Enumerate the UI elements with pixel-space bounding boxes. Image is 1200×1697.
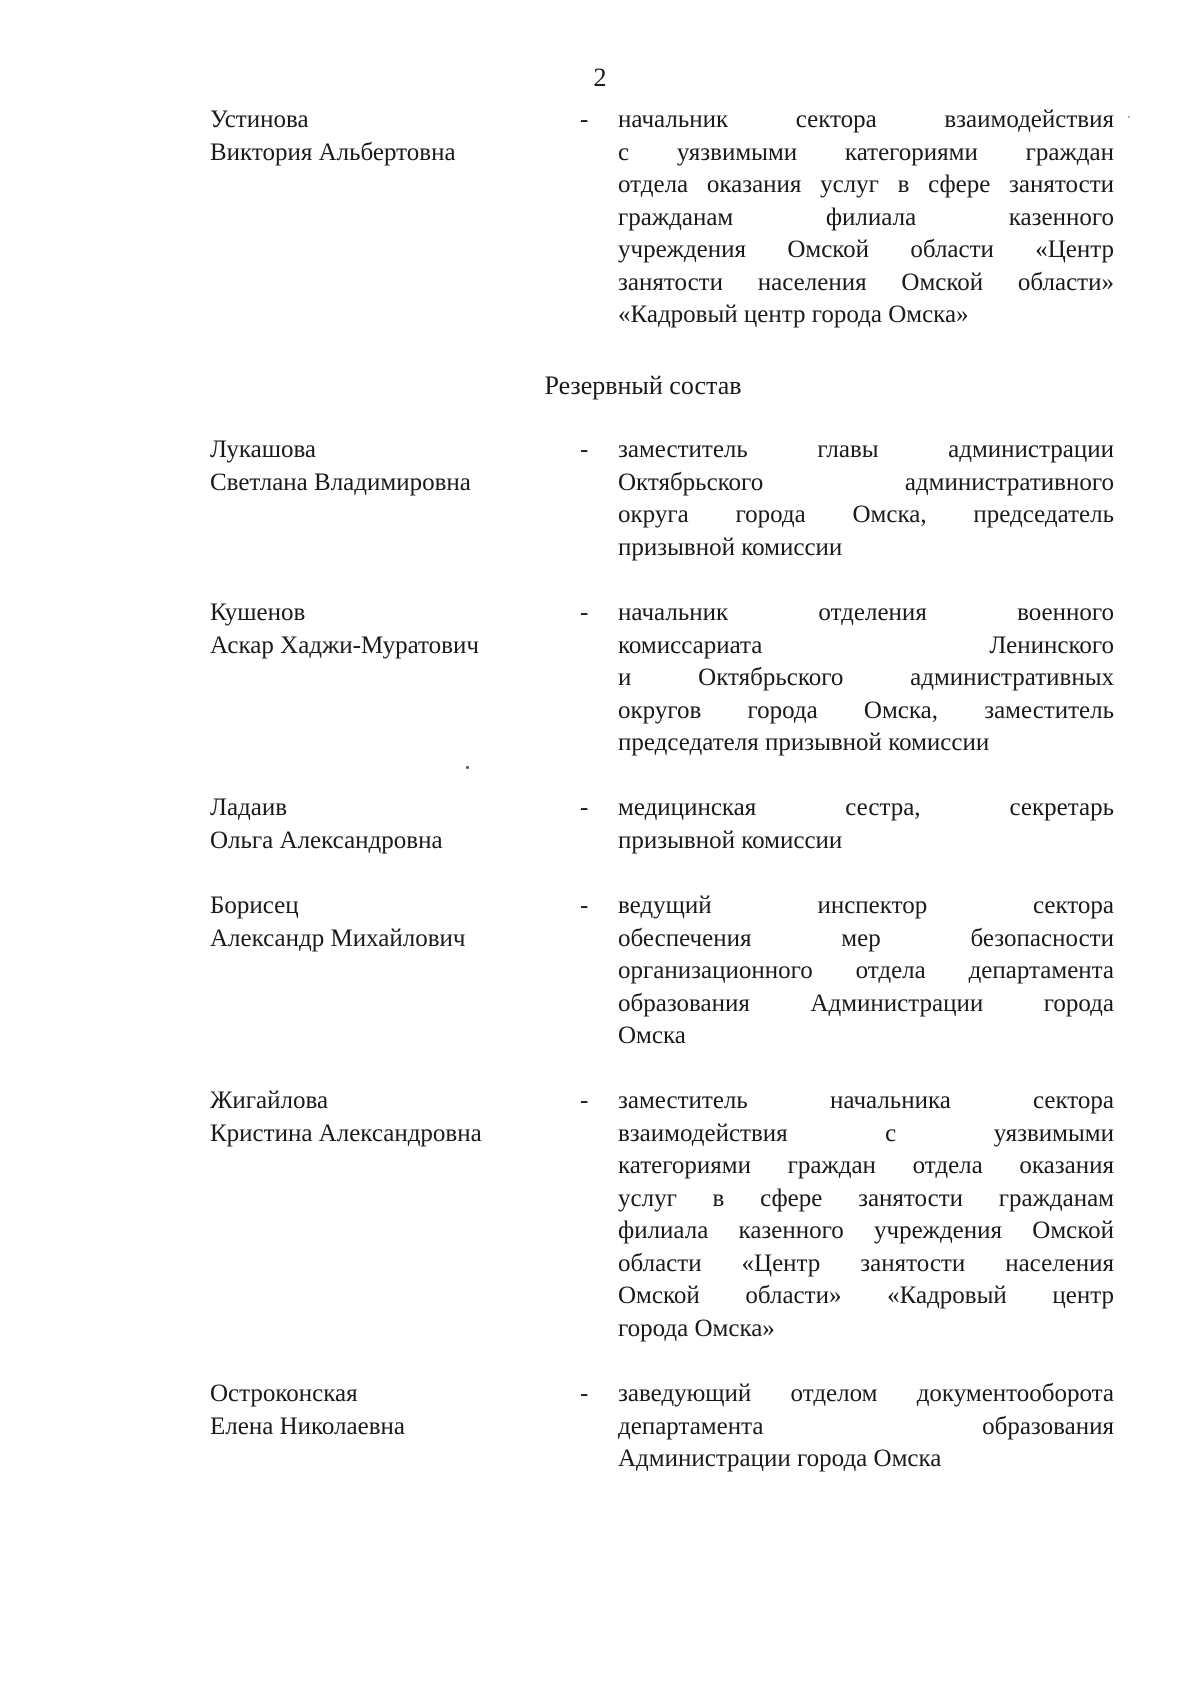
role-line: взаимодействия с уязвимыми: [618, 1119, 1114, 1147]
member-surname: Остроконская: [210, 1380, 358, 1407]
role-line: занятости населения Омской области»: [618, 268, 1114, 296]
member-name: [210, 1085, 550, 1150]
role-line: округа города Омска, председатель: [618, 501, 1114, 528]
member-given-name: Ольга Александровна: [210, 826, 443, 854]
role-line: категориями граждан отдела оказания: [618, 1152, 1114, 1179]
member-given-name: Светлана Владимировна: [210, 468, 471, 496]
role-line: гражданам филиала казенного: [618, 203, 1114, 231]
role-line: услуг в сфере занятости гражданам: [618, 1184, 1114, 1212]
dash-separator: -: [580, 892, 589, 919]
member-surname: Кушенов: [210, 599, 306, 626]
member-given-name: Елена Николаевна: [210, 1412, 405, 1440]
role-line: начальник сектора взаимодействия: [618, 106, 1114, 133]
page-number: 2: [593, 63, 607, 92]
role-line: медицинская сестра, секретарь: [618, 794, 1114, 821]
role-line: ведущий инспектор сектора: [618, 892, 1114, 919]
role-line: Октябрьского административного: [618, 468, 1114, 496]
role-line: обеспечения мер безопасности: [618, 924, 1114, 952]
dash-separator: -: [580, 1380, 589, 1407]
role-line: области «Центр занятости населения: [618, 1249, 1114, 1277]
role-line: образования Администрации города: [618, 989, 1114, 1017]
role-line: комиссариата Ленинского: [618, 631, 1114, 659]
dash-separator: -: [580, 1087, 589, 1114]
member-surname: Лукашова: [210, 436, 317, 463]
role-line: департамента образования: [618, 1412, 1114, 1440]
dash-separator: -: [580, 794, 589, 821]
dash-separator: -: [580, 106, 589, 133]
role-line: призывной комиссии: [618, 826, 843, 854]
member-name: [210, 434, 550, 499]
member-role: [618, 597, 1114, 760]
member-role: [618, 434, 1114, 564]
member-role: [618, 890, 1114, 1053]
member-given-name: Кристина Александровна: [210, 1119, 482, 1147]
dash-separator: -: [580, 436, 589, 463]
member-name: [210, 597, 550, 662]
role-line: и Октябрьского административных: [618, 664, 1114, 691]
role-line: организационного отдела департамента: [618, 957, 1114, 984]
member-surname: Борисец: [210, 892, 299, 919]
member-given-name: Александр Михайлович: [210, 924, 466, 952]
role-line: Омской области» «Кадровый центр: [618, 1282, 1114, 1309]
role-line: «Кадровый центр города Омска»: [618, 301, 969, 328]
role-line: председателя призывной комиссии: [618, 729, 990, 756]
role-line: Омска: [618, 1022, 686, 1049]
role-line: начальник отделения военного: [618, 599, 1114, 626]
member-given-name: Аскар Хаджи-Муратович: [210, 631, 479, 659]
member-role: [618, 104, 1114, 332]
role-line: Администрации города Омска: [618, 1445, 942, 1472]
role-line: отдела оказания услуг в сфере занятости: [618, 171, 1114, 198]
role-line: города Омска»: [618, 1314, 775, 1342]
member-role: [618, 1085, 1114, 1345]
scan-speck: [466, 766, 469, 769]
member-role: [618, 1378, 1114, 1476]
member-name: [210, 890, 550, 955]
role-line: филиала казенного учреждения Омской: [618, 1217, 1114, 1244]
role-line: заместитель главы администрации: [618, 436, 1114, 463]
role-line: округов города Омска, заместитель: [618, 696, 1114, 724]
member-role: [618, 792, 1114, 857]
role-line: с уязвимыми категориями граждан: [618, 138, 1114, 166]
member-surname: Жигайлова: [210, 1087, 329, 1114]
role-line: призывной комиссии: [618, 533, 843, 561]
role-line: заместитель начальника сектора: [618, 1087, 1114, 1114]
member-given-name: Виктория Альбертовна: [210, 138, 456, 166]
member-surname: Устинова: [210, 106, 309, 133]
member-surname: Ладаив: [210, 794, 288, 821]
dash-separator: -: [580, 599, 589, 626]
section-title: Резервный состав: [544, 371, 742, 400]
member-name: [210, 792, 550, 857]
role-line: учреждения Омской области «Центр: [618, 236, 1114, 263]
member-name: [210, 104, 550, 169]
role-line: заведующий отделом документооборота: [618, 1380, 1114, 1407]
member-name: [210, 1378, 550, 1443]
scan-speck: [1128, 116, 1130, 118]
